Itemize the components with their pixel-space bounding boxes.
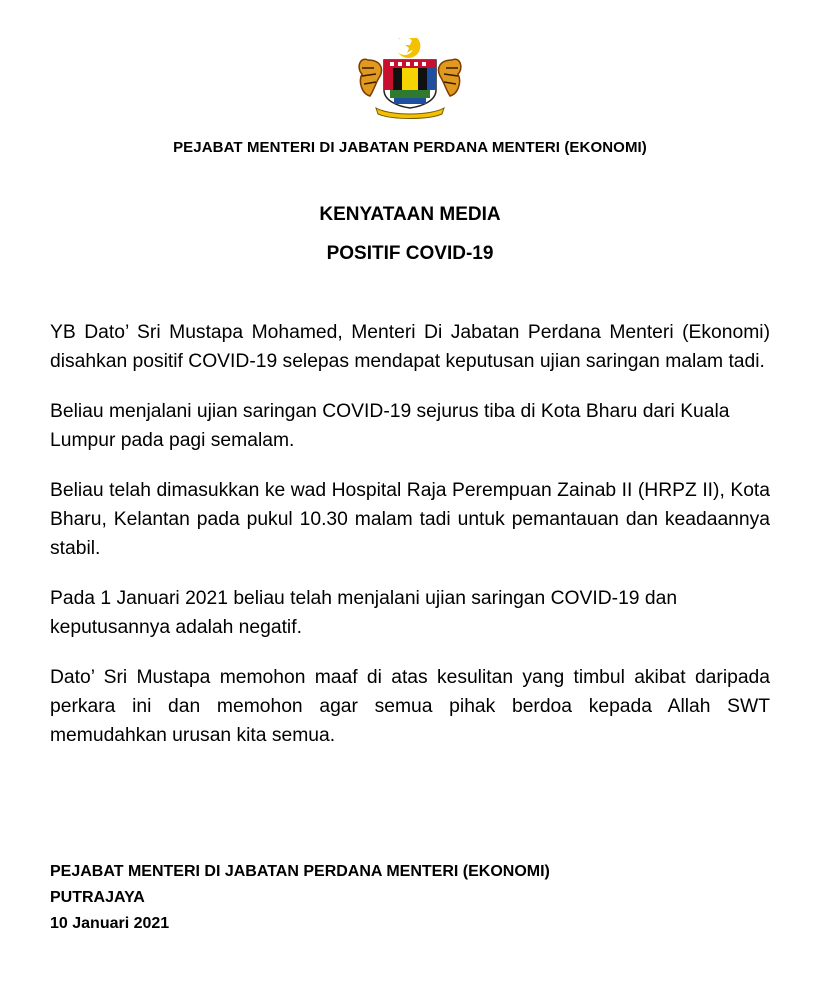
malaysia-coat-of-arms-icon (350, 38, 470, 120)
signature-date: 10 Januari 2021 (50, 915, 170, 932)
paragraph-5: Dato’ Sri Mustapa memohon maaf di atas kesulitan yang timbul akibat daripada perkara ini dan memohon agar semua pihak berdoa kepada Allah SWT memudahkan urusan kita semua. (50, 667, 770, 746)
paragraph-3: Beliau telah dimasukkan ke wad Hospital Raja Perempuan Zainab II (HRPZ II), Kota Bharu, Kelantan pada pukul 10.30 malam tadi untuk pemantauan dan keadaannya stabil. (50, 480, 770, 559)
office-header: PEJABAT MENTERI DI JABATAN PERDANA MENTERI (EKONOMI) (173, 139, 647, 156)
document-subtitle: POSITIF COVID-19 (326, 243, 494, 264)
statement-body (50, 318, 770, 771)
paragraph-4: Pada 1 Januari 2021 beliau telah menjalani ujian saringan COVID-19 dan keputusannya adalah negatif. (50, 588, 678, 638)
paragraph-2: Beliau menjalani ujian saringan COVID-19 sejurus tiba di Kota Bharu dari Kuala Lumpur pada pagi semalam. (50, 401, 730, 451)
signature-place: PUTRAJAYA (50, 889, 145, 906)
signature-block (50, 859, 550, 937)
paragraph-1: YB Dato’ Sri Mustapa Mohamed, Menteri Di Jabatan Perdana Menteri (Ekonomi) disahkan positif COVID-19 selepas mendapat keputusan ujian saringan malam tadi. (50, 322, 770, 372)
document-title: KENYATAAN MEDIA (319, 204, 501, 225)
signature-office: PEJABAT MENTERI DI JABATAN PERDANA MENTERI (EKONOMI) (50, 863, 550, 880)
